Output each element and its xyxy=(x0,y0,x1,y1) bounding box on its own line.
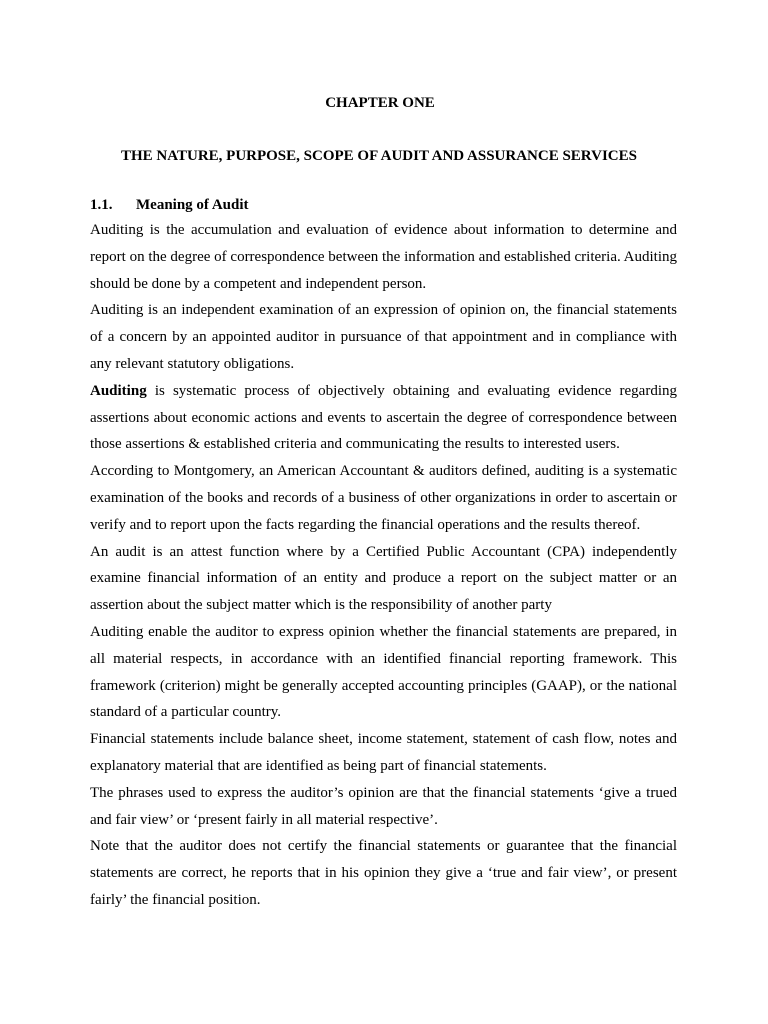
paragraph: According to Montgomery, an American Accountant & auditors defined, auditing is a systematic examination of the books and records of a business of other organizations in order to ascertain or verify and to report upon the facts regarding the financial operations and the results thereof. xyxy=(90,463,677,533)
subsection-heading xyxy=(90,196,249,214)
paragraph: Auditing enable the auditor to express opinion whether the financial statements are prepared, in all material respects, in accordance with an identified financial reporting framework. This framework (criterion) might be generally accepted accounting principles (GAAP), or the national standard of a particular country. xyxy=(90,623,677,721)
section-title: THE NATURE, PURPOSE, SCOPE OF AUDIT AND ASSURANCE SERVICES xyxy=(121,148,637,164)
chapter-title: CHAPTER ONE xyxy=(325,95,435,111)
paragraph: The phrases used to express the auditor’s opinion are that the financial statements ‘give a trued and fair view’ or ‘present fairly in all material respective’. xyxy=(90,784,677,828)
paragraph: Financial statements include balance sheet, income statement, statement of cash flow, notes and explanatory material that are identified as being part of financial statements. xyxy=(90,731,677,774)
paragraph xyxy=(90,378,677,458)
paragraph: An audit is an attest function where by a Certified Public Accountant (CPA) independently examine financial information of an entity and produce a report on the subject matter or an assertion about the subject matter which is the responsibility of another party xyxy=(90,543,677,614)
subsection-title: Meaning of Audit xyxy=(136,197,249,213)
paragraph: Note that the auditor does not certify the financial statements or guarantee that the financial statements are correct, he reports that in his opinion they give a ‘true and fair view’, or present fairly’ the financial position. xyxy=(90,838,677,908)
paragraph: Auditing is the accumulation and evaluation of evidence about information to determine and report on the degree of correspondence between the information and established criteria. Auditing should be done by a competent and independent person. xyxy=(90,222,677,292)
paragraph: Auditing is an independent examination of an expression of opinion on, the financial statements of a concern by an appointed auditor in pursuance of that appointment and in compliance with any relevant statutory obligations. xyxy=(90,302,677,372)
body-text xyxy=(90,217,677,914)
paragraph-text: is systematic process of objectively obtaining and evaluating evidence regarding assertions about economic actions and events to ascertain the degree of correspondence between those assertions & established criteria and communicating the results to interested users. xyxy=(90,382,677,453)
subsection-number: 1.1. xyxy=(90,197,113,213)
paragraph-lead-term: Auditing xyxy=(90,382,147,399)
